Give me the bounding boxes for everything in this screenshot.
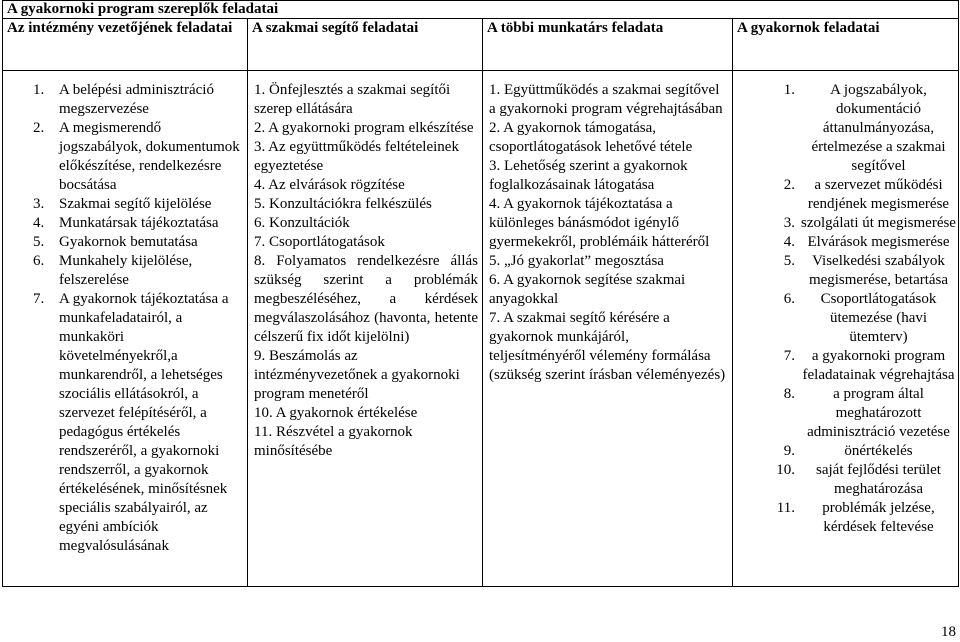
mentor-tasks-list [254,81,478,461]
list-item: 5. Viselkedési szabályok megismerése, betartása [783,253,949,288]
list-item: 9. Beszámolás az intézményvezetőnek a gyakornoki program menetéről [254,348,460,402]
list-item: 3. Lehetőség szerint a gyakornok foglalkozásainak látogatása [489,158,688,193]
list-item: 8. a program által meghatározott adminisztráció vezetése [783,386,950,440]
trainee-tasks-cell [733,71,959,587]
header-mentor: A szakmai segítő feladatai [248,19,483,71]
list-item: 1. Önfejlesztés a szakmai segítői szerep ellátására [254,82,451,117]
list-item: 6. A gyakornok segítése szakmai anyagokkal [489,272,686,307]
director-tasks-cell [3,71,248,587]
list-item: 4. Munkatársak tájékoztatása [33,215,219,231]
list-item: 4. Az elvárások rögzítése [254,177,405,193]
list-item: 3. Szakmai segítő kijelölése [33,196,212,212]
list-item: 1. Együttműködés a szakmai segítővel a gyakornoki program végrehajtásában [489,82,723,117]
trainee-tasks-list [733,81,958,537]
list-item: 3. Az együttműködés feltételeinek egyeztetése [254,139,459,174]
list-item: 5. Gyakornok bemutatása [33,234,198,250]
list-item: 11. Részvétel a gyakornok minősítésébe [254,424,413,459]
list-item: 7. a gyakornoki program feladatainak végrehajtása [783,348,955,383]
list-item: 6. Konzultációk [254,215,350,231]
list-item: 7. A gyakornok tájékoztatása a munkafeladatairól, a munkaköri követelményekről,a munkarendről, a lehetséges szociális ellátásokról, a szervezet felépítéséről, a pedagógus értékelés rendszeréről, a gyakornoki rendszerről, a gyakornok értékelésének, minősítésnek speciális szabályairól, az egyéni ambíciók megvalósulásának [33,291,229,554]
list-item: 8. Folyamatos rendelkezésre állás szükség szerint a problémák megbeszéléséhez, a kérdések megválaszolásához (havonta, hetente célszerű fix időt kijelölni) [254,253,478,345]
list-item: 10. A gyakornok értékelése [254,405,418,421]
list-item: 7. Csoportlátogatások [254,234,385,250]
list-item: 6. Munkahely kijelölése, felszerelése [33,253,193,288]
page-number: 18 [941,624,956,640]
list-item: 2. A gyakornoki program elkészítése [254,120,474,136]
list-item: 2. A megismerendő jogszabályok, dokumentumok előkészítése, rendelkezésre bocsátása [33,120,240,193]
mentor-tasks-cell [248,71,483,587]
list-item: 3. szolgálati út megismerése [783,215,956,231]
header-director: Az intézmény vezetőjének feladatai [3,19,248,71]
list-item: 5. Konzultációkra felkészülés [254,196,432,212]
list-item: 5. „Jó gyakorlat” megosztása [489,253,664,269]
list-item: 2. A gyakornok támogatása, csoportlátogatások lehetővé tétele [489,120,693,155]
list-item: 4. Elvárások megismerése [783,234,950,250]
list-item: 1. A jogszabályok, dokumentáció áttanulmányozása, értelmezése a szakmai segítővel [783,82,946,174]
list-item: 1. A belépési adminisztráció megszervezése [33,82,214,117]
director-tasks-list [3,81,247,556]
list-item: 11. problémák jelzése, kérdések feltevése [776,500,935,535]
table-title: A gyakornoki program szereplők feladatai [3,1,959,19]
list-item: 6. Csoportlátogatások ütemezése (havi ütemterv) [783,291,937,345]
list-item: 4. A gyakornok tájékoztatása a különleges bánásmódot igénylő gyermekekről, problémáik hátteréről [489,196,710,250]
roles-table [2,0,959,587]
header-trainee: A gyakornok feladatai [733,19,959,71]
list-item: 7. A szakmai segítő kérésére a gyakornok munkájáról, teljesítményéről vélemény formálása (szükség szerint írásban véleményezés) [489,310,726,383]
list-item: 2. a szervezet működési rendjének megismerése [783,177,950,212]
list-item: 10. saját fejlődési terület meghatározása [776,462,941,497]
colleague-tasks-cell [483,71,733,587]
header-colleagues: A többi munkatárs feladata [483,19,733,71]
list-item: 9. önértékelés [783,443,913,459]
colleague-tasks-list [489,81,728,385]
